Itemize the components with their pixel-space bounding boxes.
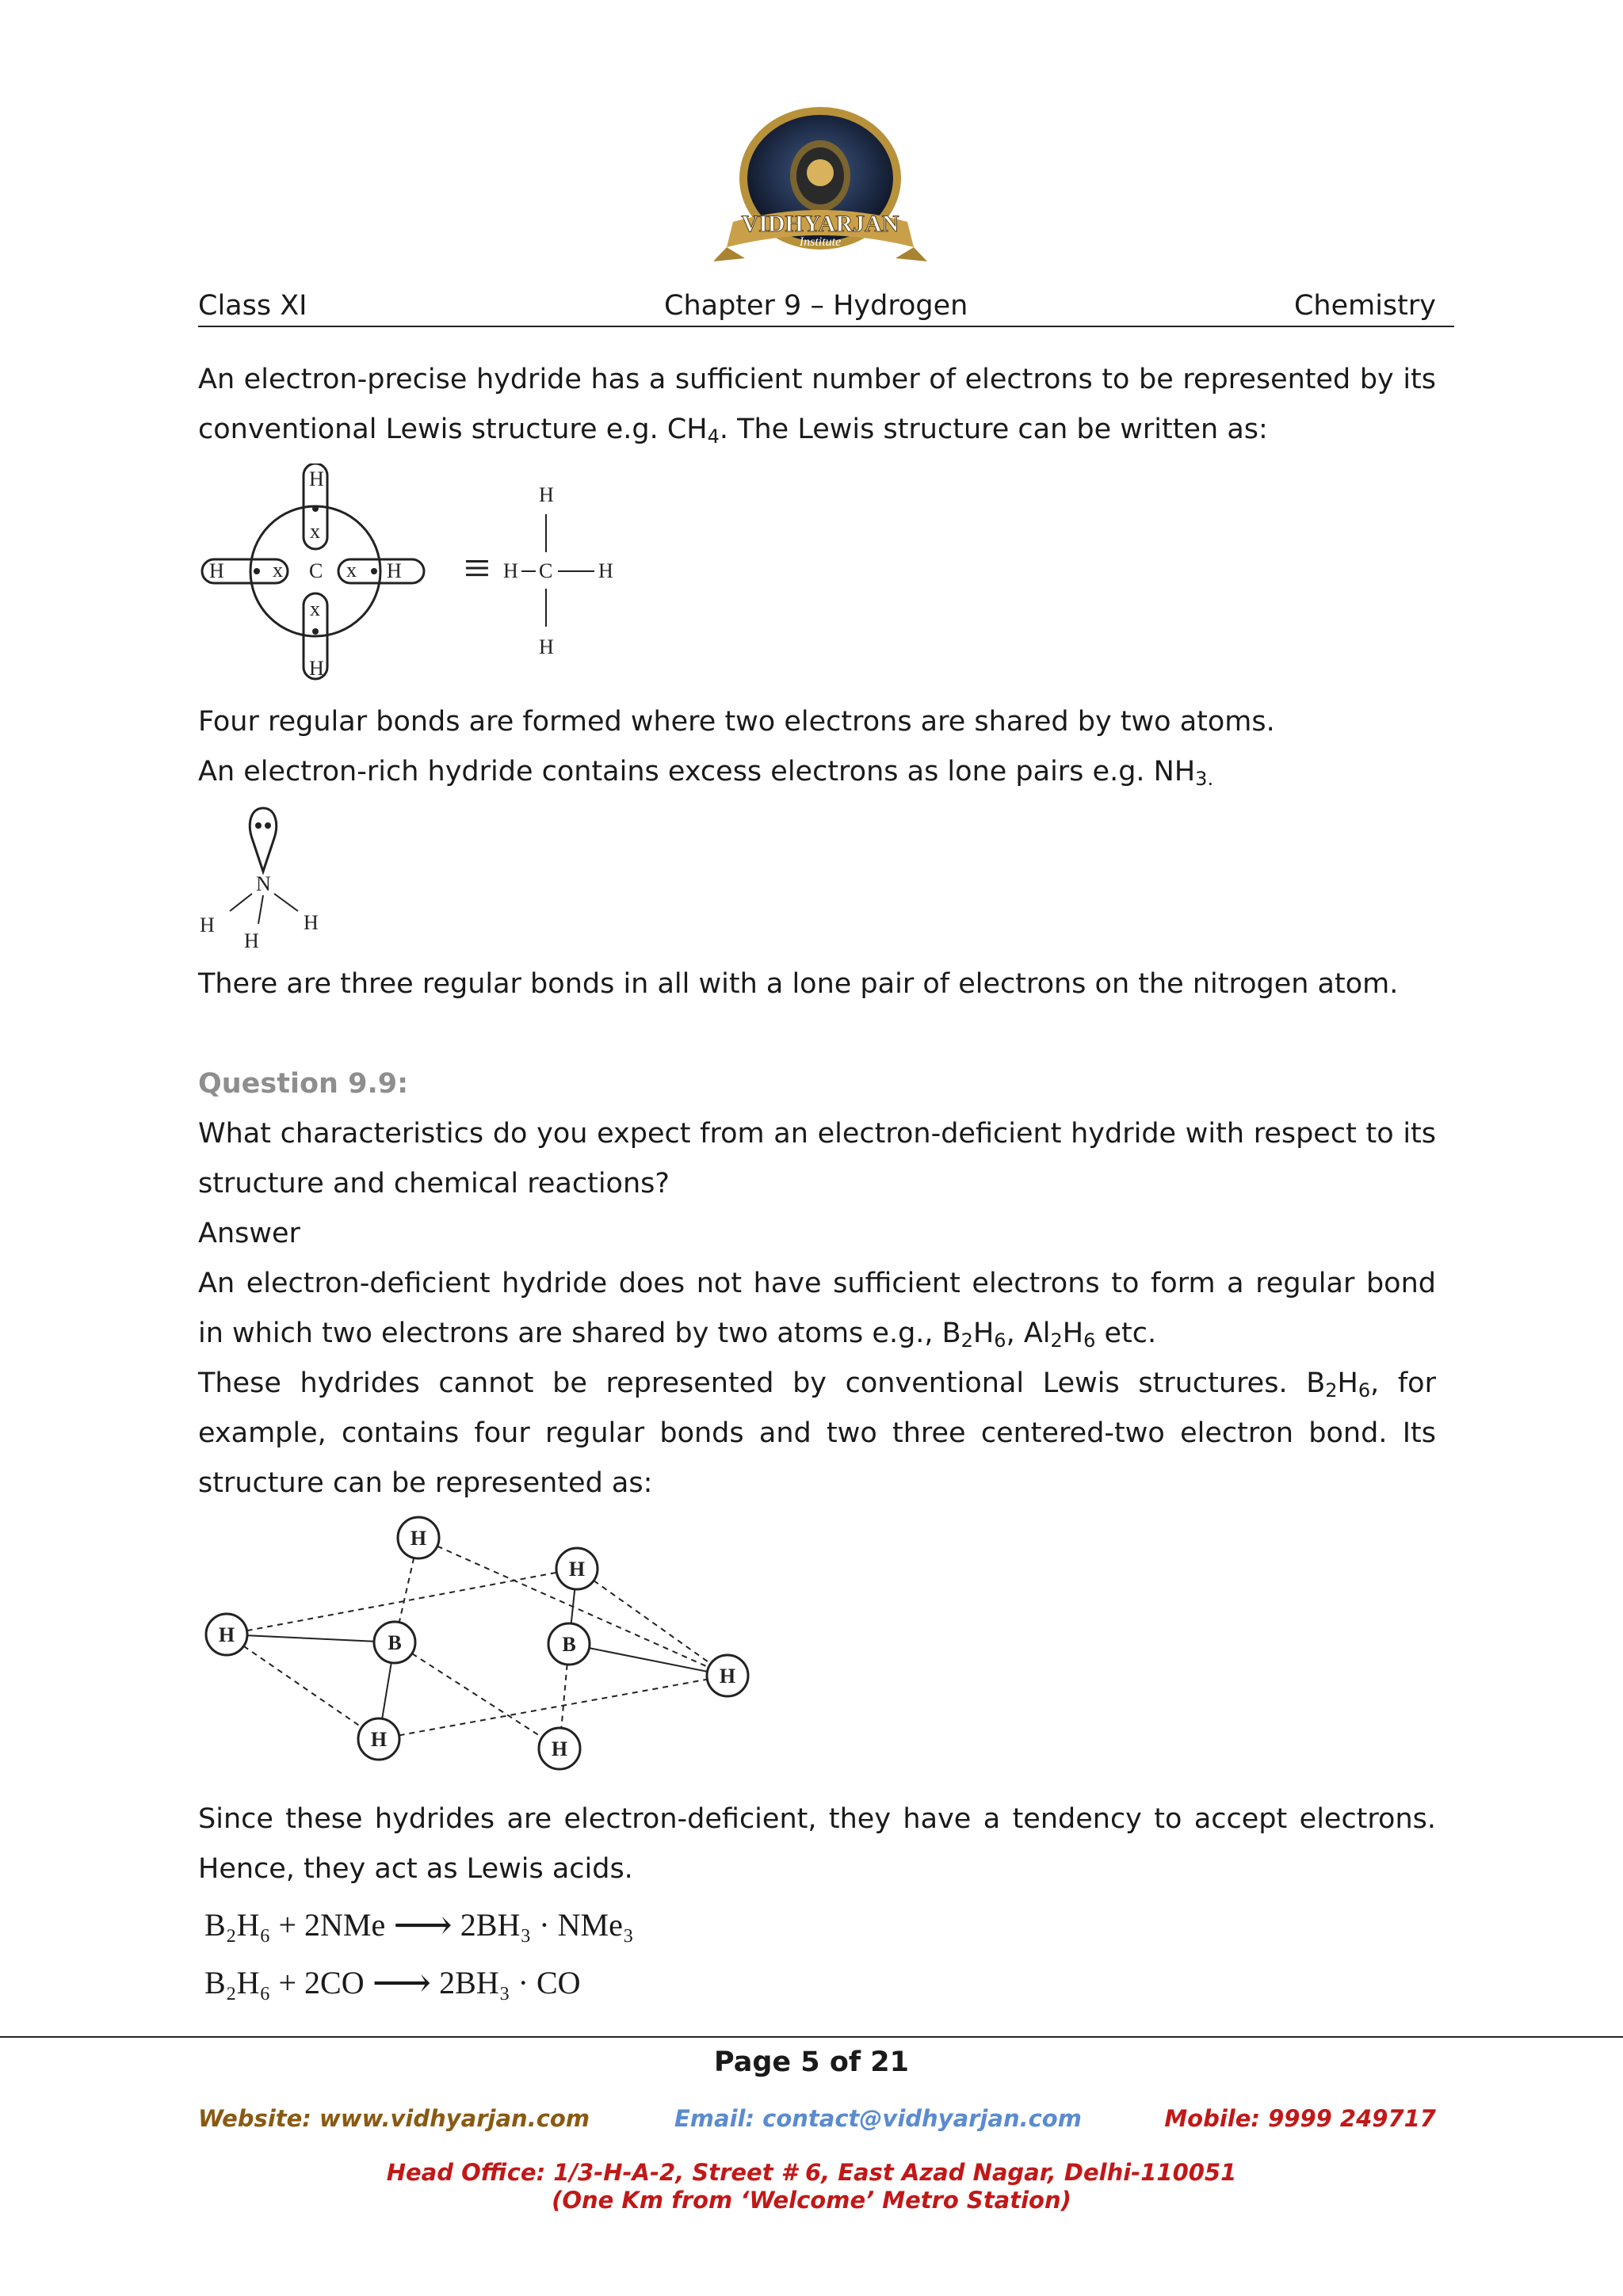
svg-text:H: H [218,1623,235,1646]
footer-office-note: (One Km from ‘Welcome’ Metro Station) [552,2187,1071,2214]
equation-1: B₂H₆ + 2NMe ⟶ 2BH₃ · NMe₃ [204,1903,634,1948]
header-subject: Chemistry [1293,290,1436,322]
header-chapter: Chapter 9 – Hydrogen [664,290,968,322]
header-class: Class XI [198,290,307,322]
svg-text:H: H [539,483,554,506]
answer-label: Answer [198,1218,300,1249]
question-text: What characteristics do you expect from an electron-deficient hydride with respect to its structure and chemical reactions? [198,1118,1436,1199]
svg-text:H: H [551,1737,568,1760]
footer-rule [0,2036,1623,2038]
paragraph-electron-precise: An electron-precise hydride has a sufficient number of electrons to be represented by its conventional Lewis structure e.g. $CH_4$. The Lewis structure can be written as: [198,364,1436,448]
answer-paragraph-3: Since these hydrides are electron-deficient, they have a tendency to accept electrons. Hence, they act as Lewis acids. [198,1803,1436,1885]
svg-text:H: H [304,911,319,934]
svg-text:H: H [209,559,224,582]
svg-text:H: H [503,559,518,582]
paragraph-regular-bonds: Four regular bonds are formed where two electrons are shared by two atoms. [198,706,1275,738]
svg-text:≡: ≡ [464,542,491,594]
footer-email[interactable]: Email: contact@vidhyarjan.com [674,2105,1082,2132]
footer-mobile: Mobile: 9999 249717 [1164,2105,1436,2132]
svg-text:Institute: Institute [799,235,842,249]
svg-text:H: H [719,1665,736,1688]
equation-2: B₂H₆ + 2CO ⟶ 2BH₃ · CO [204,1961,581,2006]
institute-logo [709,103,931,289]
svg-text:H: H [309,657,324,680]
svg-text:H: H [200,913,215,936]
svg-text:H: H [244,929,259,952]
page-number: Page 5 of 21 [713,2046,909,2078]
paragraph-electron-rich: An electron-rich hydride contains excess electrons as lone pairs e.g. $NH_{3.}$ [198,756,1214,790]
svg-text:x: x [273,559,283,582]
svg-text:H: H [309,467,324,490]
svg-text:H: H [410,1527,427,1550]
footer-office: Head Office: 1/3-H-A-2, Street # 6, East Azad Nagar, Delhi-110051 [386,2159,1237,2186]
svg-text:H: H [370,1728,388,1751]
b2h6-structure-diagram [198,1509,769,1794]
svg-text:x: x [310,520,320,543]
svg-text:H: H [598,559,613,582]
answer-paragraph-1: An electron-deficient hydride does not have sufficient electrons to form a regular bond in which two electrons are shared by two atoms e.g., $B_2H_6$, $Al_2H_6$ etc. [198,1268,1436,1352]
answer-paragraph-2: These hydrides cannot be represented by conventional Lewis structures. $B_2H_6$, for example, contains four regular bonds and two three centered-two electron bond. Its structure can be represented as: [198,1367,1436,1499]
svg-text:x: x [310,597,320,620]
svg-text:H: H [568,1558,586,1581]
paragraph-lone-pair: There are three regular bonds in all with a lone pair of electrons on the nitrogen atom. [198,968,1399,1000]
svg-text:B: B [562,1633,576,1656]
header-rule [198,326,1454,327]
svg-text:H: H [387,559,402,582]
svg-text:C: C [539,559,553,582]
svg-text:x: x [346,559,357,582]
question-heading: Question 9.9: [198,1068,409,1100]
nh3-diagram [198,800,341,955]
svg-text:N: N [256,872,271,895]
footer-website[interactable]: Website: www.vidhyarjan.com [198,2105,590,2132]
svg-text:C: C [309,559,323,582]
svg-text:VIDHYARJAN: VIDHYARJAN [741,211,899,237]
ch4-lewis-diagram [198,463,737,689]
svg-text:H: H [539,635,554,658]
svg-text:B: B [388,1631,402,1654]
